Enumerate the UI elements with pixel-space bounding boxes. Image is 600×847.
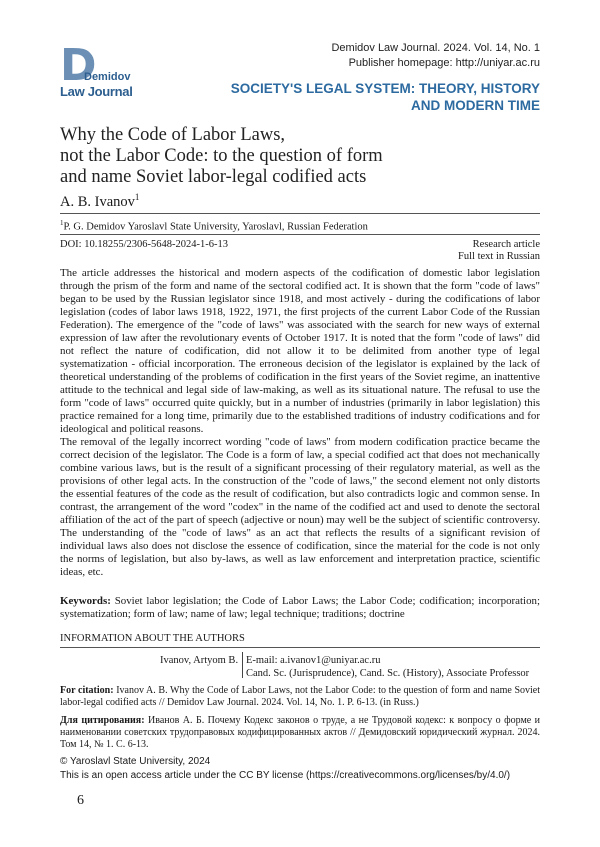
journal-logo-letter: D — [60, 40, 95, 91]
keywords-label: Keywords: — [60, 595, 111, 607]
article-title-line1: Why the Code of Labor Laws, — [60, 125, 286, 145]
abstract-paragraph-1: The article addresses the historical and modern aspects of the codification of domestic labor legislation through the prism of the form and name of the sectoral codified act. It is shown that the form "code of laws" began to be used by the Russian legislator since 1918, and most actively - during the codifications of labor legislation (codes of labor laws 1918, 1922, 1971, the first projects of the current Labor Code of the Russian Federation). The emergence of the "code of laws" was associated with the search for new ways of external expression of law after the revolutionary events of October 1917. It is noted that the form "code of laws" did not reflect the nature of codification, did not allow it to be delimited from another type of legal systematization - official incorporation. The erroneous decision of the legislator is explained by the lack of theoretical understanding of the problems of codification in the first years of the Soviet regime, an inattentive attitude to the technical and legal side of law-making, as well as its situational nature. The refusal to use the form "code of laws" occurred quite quickly, but in a number of industries (primarily in labor legislation) this practice remained for a long time, primarily due to the established traditions of industry codifications and for ideological and political reasons. — [60, 267, 540, 435]
author-email[interactable]: E-mail: a.ivanov1@uniyar.ac.ru — [246, 655, 381, 666]
author-degrees: Cand. Sc. (Jurisprudence), Cand. Sc. (History), Associate Professor — [246, 668, 530, 679]
article-type-line1: Research article — [472, 239, 540, 250]
doi[interactable]: DOI: 10.18255/2306-5648-2024-1-6-13 — [60, 239, 228, 250]
article-title-line2: not the Labor Code: to the question of form — [60, 146, 383, 166]
citation-ru-text: Иванов А. Б. Почему Кодекс законов о труде, а не Трудовой кодекс: к вопросу о форме и наименовании советских трудоправовых кодифицированных актов // Демидовский юридический журнал. 2024. Том 14, № 1. С. 6-13. — [60, 715, 541, 750]
copyright: © Yaroslavl State University, 2024 — [60, 756, 211, 767]
author-name: A. B. Ivanov — [60, 193, 135, 210]
keywords — [60, 595, 540, 621]
affiliation-mark: 1 — [60, 219, 64, 227]
citation-en — [60, 685, 540, 709]
divider — [60, 234, 540, 235]
citation-ru-label: Для цитирования: — [60, 715, 145, 726]
citation-en-text: Ivanov A. B. Why the Code of Labor Laws, not the Labor Code: to the question of form and name Soviet labor-legal codified acts // Demidov Law Journal. 2024. Vol. 14, No. 1. P. 6-13. (in Russ.) — [60, 685, 541, 708]
divider — [60, 213, 540, 214]
author-affiliation-mark: 1 — [134, 192, 140, 202]
author-info-separator — [242, 652, 243, 678]
abstract-paragraph-2: The removal of the legally incorrect wording "code of laws" from modern codification practice became the correct decision of the legislator. The Code is a form of law, a special codified act that does not mechanically combine various laws, but is the result of a significant processing of their regulatory material, as well as the provisions of other legal acts. In the construction of the "code of laws," the second element not only distorts the essential features of the code as the result of codification, but also contradicts logic and common sense. In contrast, the arrangement of the word "codex" in the name of the codified act and used to denote the sectoral affiliation of the act of the part of speech (adjective or noun) may well be the subject of scientific controversy. The understanding of the "code of laws" as an act that reflects the results of a significant revision of individual laws also does not disclose the essence of codification, since the material for the code is not only the norms of legislation, but also by-laws, as well as law enforcement and interpretation practice, scientific ideas, etc. — [60, 436, 540, 578]
journal-reference: Demidov Law Journal. 2024. Vol. 14, No. 1 — [331, 42, 540, 54]
section-title-line1: SOCIETY'S LEGAL SYSTEM: THEORY, HISTORY — [230, 81, 540, 96]
article-type-line2: Full text in Russian — [458, 251, 540, 262]
affiliation — [60, 219, 368, 233]
journal-logo-line2: Law Journal — [60, 84, 133, 99]
article-title-line3: and name Soviet labor-legal codified acts — [60, 167, 367, 187]
section-title-line2: AND MODERN TIME — [411, 98, 540, 113]
citation-ru — [60, 715, 540, 751]
divider — [60, 647, 540, 648]
author-line — [60, 192, 139, 211]
keywords-text: Soviet labor legislation; the Code of Labor Laws; the Labor Code; codification; incorporation; systematization; form of law; name of law; legal technique; traditions; doctrine — [60, 595, 540, 620]
affiliation-text: P. G. Demidov Yaroslavl State University, Yaroslavl, Russian Federation — [63, 221, 368, 233]
article-type — [458, 239, 540, 263]
publisher-homepage[interactable]: Publisher homepage: http://uniyar.ac.ru — [348, 57, 540, 69]
author-info-name: Ivanov, Artyom B. — [160, 655, 239, 666]
article-title — [60, 125, 540, 188]
page-number: 6 — [77, 793, 84, 808]
citation-en-label: For citation: — [60, 685, 114, 696]
license[interactable]: This is an open access article under the CC BY license (https://creativecommons.org/licenses/by/4.0/) — [60, 770, 511, 781]
journal-logo-line1: Demidov — [84, 71, 131, 83]
authors-info-heading: INFORMATION ABOUT THE AUTHORS — [60, 633, 245, 644]
